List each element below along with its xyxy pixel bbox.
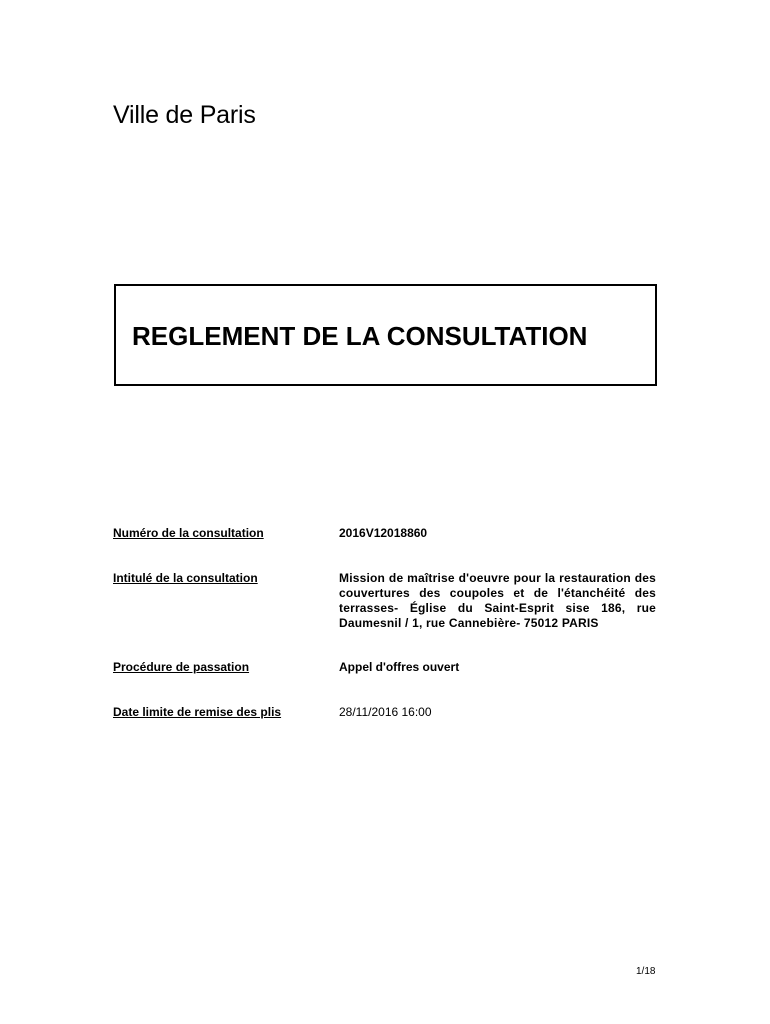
deadline-label: Date limite de remise des plis [113, 705, 282, 719]
document-title: REGLEMENT DE LA CONSULTATION [132, 321, 588, 351]
title-box [114, 284, 657, 386]
procedure-label: Procédure de passation [113, 660, 250, 674]
organization-name: Ville de Paris [113, 101, 256, 129]
deadline-value: 28/11/2016 16:00 [339, 705, 432, 719]
consultation-subject-label: Intitulé de la consultation [113, 571, 258, 585]
consultation-subject-value: Mission de maîtrise d'oeuvre pour la restauration des couvertures des coupoles et de l'étanchéité des terrasses- Église du Saint-Esprit sise 186, rue Daumesnil / 1, rue Cannebière- 75012 PARIS [339, 571, 656, 630]
procedure-value: Appel d'offres ouvert [339, 660, 460, 674]
consultation-number-label: Numéro de la consultation [113, 526, 264, 540]
page-number: 1/18 [636, 966, 656, 977]
consultation-number-value: 2016V12018860 [339, 526, 428, 540]
